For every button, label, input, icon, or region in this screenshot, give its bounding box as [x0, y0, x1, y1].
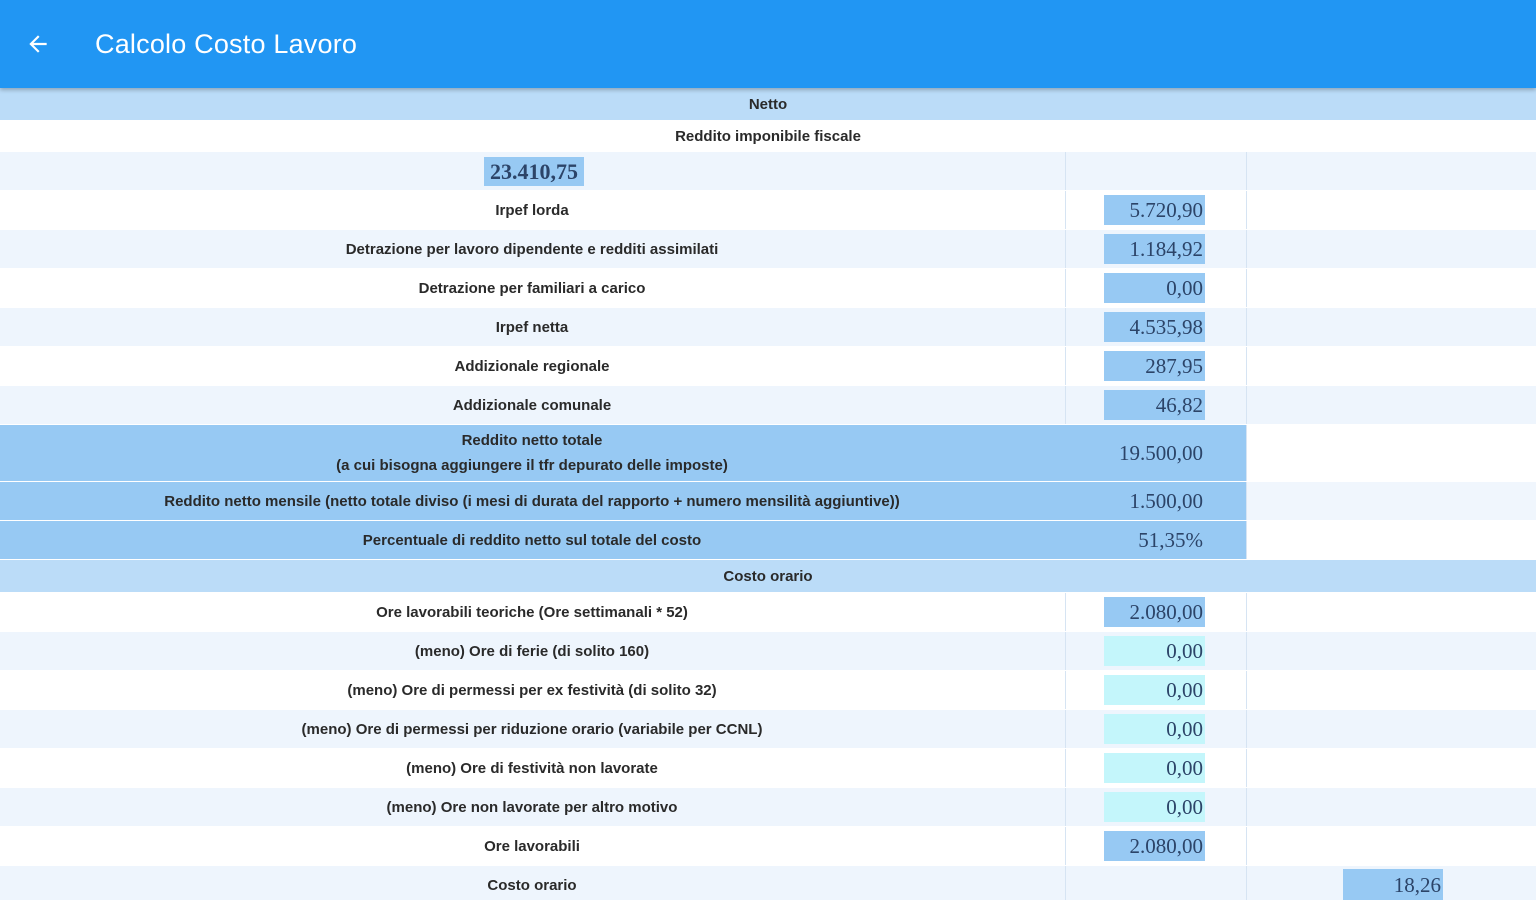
- ore-lavorabili-value[interactable]: 2.080,00: [1104, 831, 1205, 861]
- ore-altro-motivo-input[interactable]: 0,00: [1104, 792, 1205, 822]
- reddito-netto-totale-row: [0, 425, 1536, 482]
- reddito-imponibile-field[interactable]: 23.410,75: [484, 157, 584, 186]
- extra-cell: [1246, 386, 1536, 424]
- row-label: Ore lavorabili: [484, 837, 580, 855]
- extra-cell: [1246, 482, 1536, 520]
- value-cell: [1065, 827, 1245, 865]
- extra-cell: [1246, 749, 1536, 787]
- value-cell: [1065, 191, 1245, 229]
- row-label: Irpef lorda: [495, 201, 569, 219]
- table-row: [0, 866, 1536, 900]
- table-row: [0, 749, 1536, 788]
- extra-cell: [1246, 347, 1536, 385]
- extra-cell: [1246, 308, 1536, 346]
- table-row: [0, 827, 1536, 866]
- value-cell: [1065, 152, 1245, 190]
- extra-cell: [1246, 827, 1536, 865]
- value-cell: [1065, 866, 1245, 900]
- extra-cell: [1246, 866, 1536, 900]
- row-label: (meno) Ore di permessi per riduzione orario (variabile per CCNL): [301, 720, 763, 738]
- value-cell: [1065, 710, 1245, 748]
- ore-ferie-input[interactable]: 0,00: [1104, 636, 1205, 666]
- value-cell: [1065, 308, 1245, 346]
- value-cell: [1065, 482, 1245, 520]
- table-row: [0, 593, 1536, 632]
- value-cell: [1065, 788, 1245, 826]
- row-label: Ore lavorabili teoriche (Ore settimanali * 52): [376, 603, 688, 621]
- table-row: [0, 230, 1536, 269]
- row-sublabel: (a cui bisogna aggiungere il tfr depurato delle imposte): [336, 457, 728, 474]
- reddito-netto-mensile-row: [0, 482, 1536, 521]
- extra-cell: [1246, 269, 1536, 307]
- extra-cell: [1246, 593, 1536, 631]
- extra-cell: [1246, 632, 1536, 670]
- extra-cell: [1246, 152, 1536, 190]
- addizionale-comunale-value[interactable]: 46,82: [1104, 390, 1205, 420]
- ore-festivita-input[interactable]: 0,00: [1104, 753, 1205, 783]
- value-cell: [1065, 593, 1245, 631]
- percentuale-row: [0, 521, 1536, 560]
- percentuale-value: 51,35%: [1138, 527, 1203, 552]
- section-header-netto: [0, 88, 1536, 121]
- subheader-label: Reddito imponibile fiscale: [675, 127, 861, 145]
- extra-cell: [1246, 425, 1536, 481]
- ore-teoriche-value[interactable]: 2.080,00: [1104, 597, 1205, 627]
- row-label: Detrazione per familiari a carico: [418, 279, 646, 297]
- table-row: [0, 191, 1536, 230]
- row-label: Addizionale regionale: [454, 357, 610, 375]
- extra-cell: [1246, 671, 1536, 709]
- row-label: (meno) Ore di festività non lavorate: [406, 759, 658, 777]
- section-title: Costo orario: [723, 567, 813, 585]
- reddito-netto-mensile-value: 1.500,00: [1129, 488, 1203, 513]
- table-row: [0, 710, 1536, 749]
- value-cell: [1065, 230, 1245, 268]
- row-label: Reddito netto totale: [461, 432, 603, 449]
- table-row: [0, 347, 1536, 386]
- reddito-netto-totale-value: 19.500,00: [1119, 440, 1203, 465]
- value-cell: [1065, 386, 1245, 424]
- ore-ex-festivita-input[interactable]: 0,00: [1104, 675, 1205, 705]
- row-label: (meno) Ore di permessi per ex festività (di solito 32): [347, 681, 717, 699]
- row-label-cell: [0, 425, 1064, 481]
- extra-cell: [1246, 191, 1536, 229]
- value-cell: [1065, 347, 1245, 385]
- calculation-table: [0, 88, 1536, 900]
- row-label: Irpef netta: [495, 318, 569, 336]
- table-row: [0, 671, 1536, 710]
- table-row: [0, 269, 1536, 308]
- row-label: Addizionale comunale: [452, 396, 612, 414]
- table-row: [0, 788, 1536, 827]
- value-cell: [1065, 671, 1245, 709]
- table-row: [0, 632, 1536, 671]
- section-title: Netto: [748, 95, 788, 113]
- page-title: Calcolo Costo Lavoro: [95, 28, 358, 59]
- value-cell: [1065, 749, 1245, 787]
- back-button[interactable]: [0, 0, 76, 88]
- row-label: Percentuale di reddito netto sul totale del costo: [0, 521, 1064, 559]
- value-cell: [1065, 425, 1245, 481]
- irpef-netta-value[interactable]: 4.535,98: [1104, 312, 1205, 342]
- subheader-reddito-imponibile: [0, 121, 1536, 152]
- extra-cell: [1246, 710, 1536, 748]
- addizionale-regionale-value[interactable]: 287,95: [1104, 351, 1205, 381]
- value-cell: [1065, 269, 1245, 307]
- table-row: [0, 386, 1536, 425]
- section-header-costo-orario: [0, 560, 1536, 593]
- row-label: Reddito netto mensile (netto totale diviso (i mesi di durata del rapporto + numero mensilità aggiuntive)): [0, 482, 1064, 520]
- row-label: Detrazione per lavoro dipendente e redditi assimilati: [345, 240, 719, 258]
- value-cell: [1065, 632, 1245, 670]
- irpef-lorda-value[interactable]: 5.720,90: [1104, 195, 1205, 225]
- row-label: (meno) Ore non lavorate per altro motivo: [386, 798, 678, 816]
- ore-riduzione-orario-input[interactable]: 0,00: [1104, 714, 1205, 744]
- extra-cell: [1246, 521, 1536, 559]
- app-bar: [0, 0, 1536, 88]
- reddito-imponibile-row: [0, 152, 1536, 191]
- extra-cell: [1246, 230, 1536, 268]
- costo-orario-value[interactable]: 18,26: [1343, 869, 1443, 900]
- row-label-cell: [0, 152, 1064, 190]
- value-cell: [1065, 521, 1245, 559]
- table-row: [0, 308, 1536, 347]
- row-label: (meno) Ore di ferie (di solito 160): [414, 642, 650, 660]
- detrazione-lavoro-value[interactable]: 1.184,92: [1104, 234, 1205, 264]
- arrow-left-icon: [25, 31, 51, 57]
- row-label: Costo orario: [487, 876, 577, 894]
- detrazione-familiari-value[interactable]: 0,00: [1104, 273, 1205, 303]
- extra-cell: [1246, 788, 1536, 826]
